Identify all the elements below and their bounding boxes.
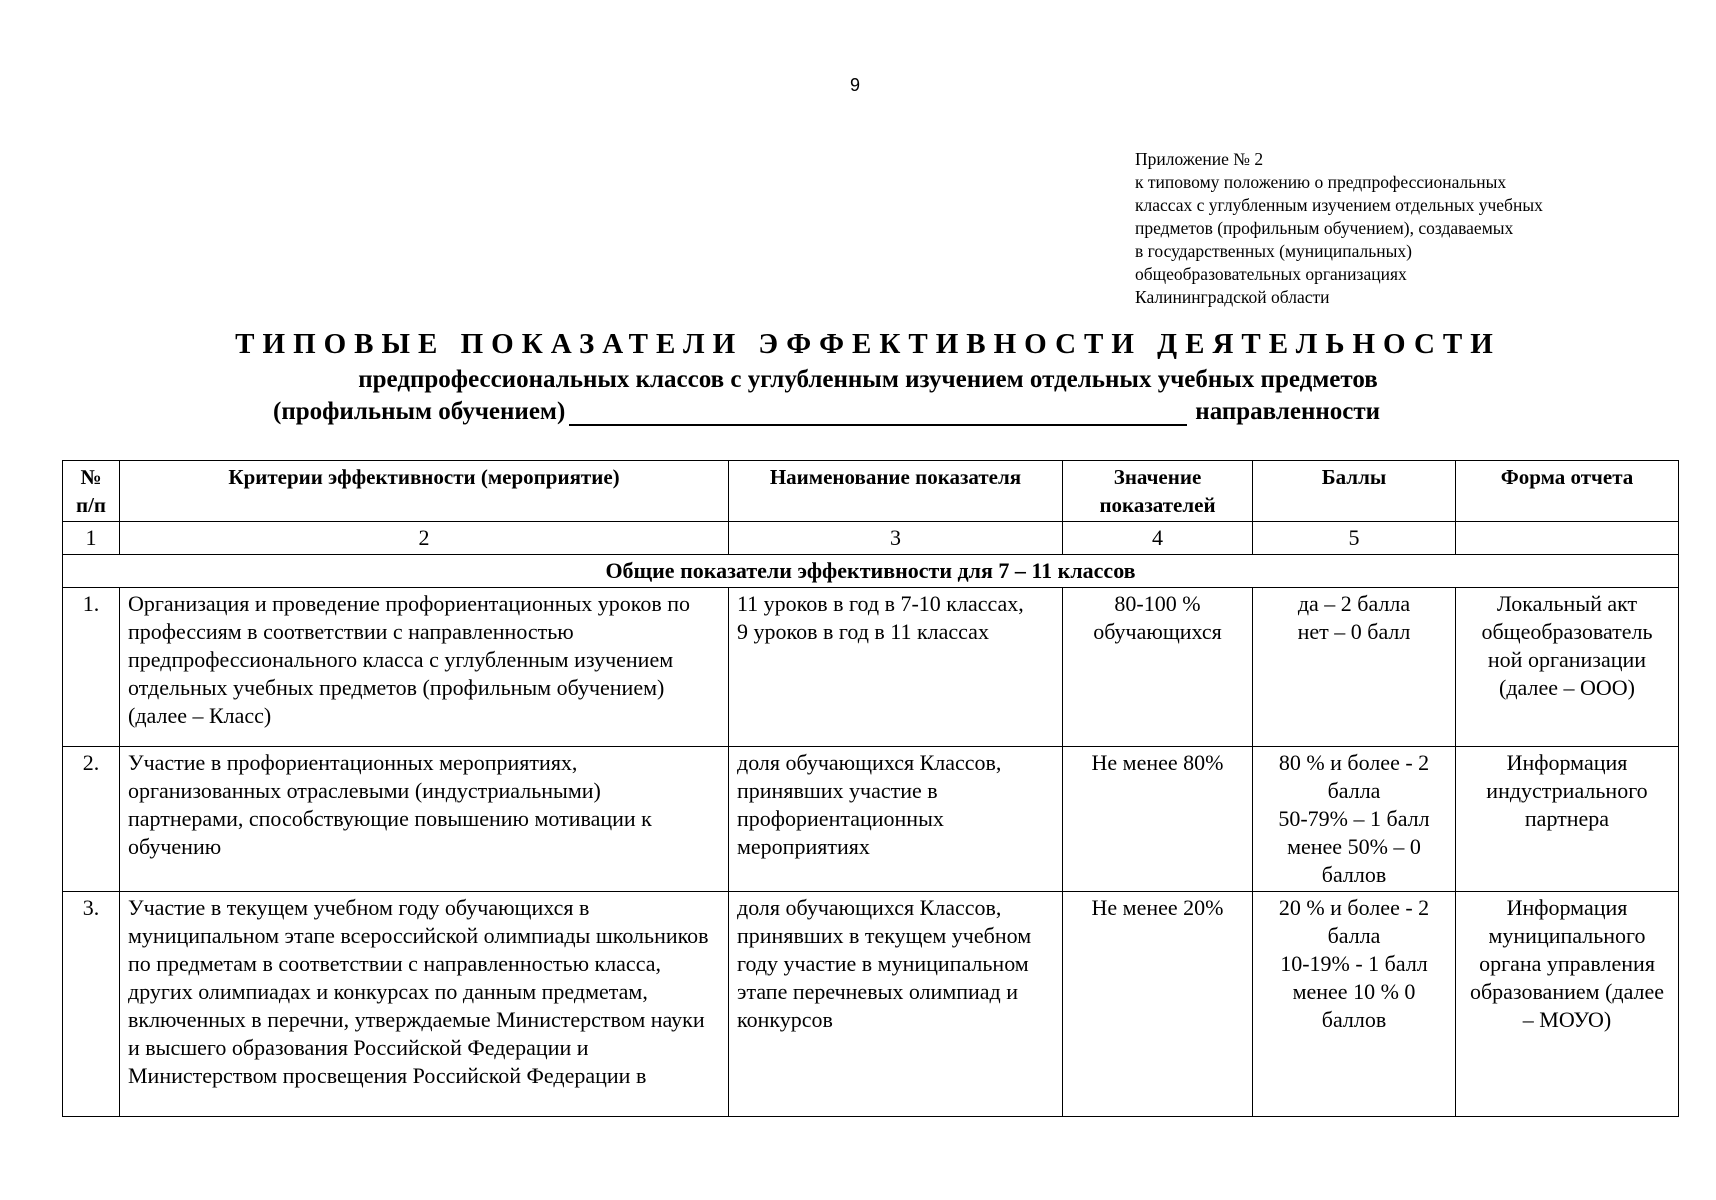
row-indicator <box>729 747 1063 892</box>
row-report: Локальный акт общеобразователь ной организации (далее – ООО) <box>1456 588 1679 747</box>
points-line: 10-19% - 1 балл <box>1280 951 1428 976</box>
row-num: 3. <box>63 892 120 1117</box>
document-subtitle-line1: предпрофессиональных классов с углубленным изучением отдельных учебных предметов <box>358 366 1378 393</box>
indicator-line: доля обучающихся Классов, принявших в текущем учебном году участие в муниципальном этапе перечневых олимпиад и конкурсов <box>737 895 1032 1032</box>
row-points <box>1253 747 1456 892</box>
header-num-line1: № <box>80 465 102 489</box>
points-line: 50-79% – 1 балл <box>1278 806 1430 831</box>
points-line: менее 10 % 0 баллов <box>1292 979 1416 1032</box>
column-number: 2 <box>120 522 729 555</box>
column-number: 1 <box>63 522 120 555</box>
indicators-table <box>62 460 1679 1117</box>
row-value <box>1063 892 1253 1117</box>
indicator-line: доля обучающихся Классов, принявших участие в профориентационных мероприятиях <box>737 750 1002 859</box>
row-report: Информация индустриального партнера <box>1456 747 1679 892</box>
row-points <box>1253 588 1456 747</box>
row-indicator <box>729 588 1063 747</box>
value-line: Не менее 20% <box>1091 895 1224 920</box>
row-criteria: Участие в профориентационных мероприятиях, организованных отраслевыми (индустриальными) партнерами, способствующие повышению мотивации к обучению <box>120 747 729 892</box>
appendix-line: классах с углубленным изучением отдельных учебных <box>1135 195 1543 215</box>
appendix-line: общеобразовательных организациях <box>1135 264 1407 284</box>
subtitle-end: направленности <box>1195 398 1381 425</box>
column-number: 5 <box>1253 522 1456 555</box>
points-line: 80 % и более - 2 балла <box>1278 750 1430 803</box>
points-line: да – 2 балла <box>1297 591 1411 616</box>
indicator-line: 11 уроков в год в 7-10 классах, <box>737 591 1024 616</box>
header-num-line2: п/п <box>75 493 107 517</box>
column-number: 3 <box>729 522 1063 555</box>
value-line: 80-100 % <box>1114 591 1201 616</box>
appendix-line: Приложение № 2 <box>1135 149 1264 169</box>
column-number <box>1456 522 1679 555</box>
header-points: Баллы <box>1253 461 1456 522</box>
table-row <box>63 892 1679 1117</box>
points-line: нет – 0 балл <box>1297 619 1411 644</box>
document-subtitle-line2 <box>273 398 1380 426</box>
appendix-line: в государственных (муниципальных) <box>1135 241 1412 261</box>
section-title: Общие показатели эффективности для 7 – 11 классов <box>63 555 1679 588</box>
header-criteria: Критерии эффективности (мероприятие) <box>120 461 729 522</box>
document-title: ТИПОВЫЕ ПОКАЗАТЕЛИ ЭФФЕКТИВНОСТИ ДЕЯТЕЛЬНОСТИ <box>235 328 1501 360</box>
appendix-line: Калининградской области <box>1135 287 1330 307</box>
header-value-line1: Значение <box>1113 465 1202 489</box>
subtitle-start: (профильным обучением) <box>273 398 566 425</box>
appendix-line: предметов (профильным обучением), создаваемых <box>1135 218 1514 238</box>
points-line: 20 % и более - 2 балла <box>1278 895 1430 948</box>
row-value <box>1063 588 1253 747</box>
indicator-line: 9 уроков в год в 11 классах <box>737 619 989 644</box>
header-value <box>1063 461 1253 522</box>
row-value <box>1063 747 1253 892</box>
column-number: 4 <box>1063 522 1253 555</box>
table-header-row <box>63 461 1679 522</box>
table-row <box>63 588 1679 747</box>
page-number: 9 <box>850 75 861 95</box>
row-indicator <box>729 892 1063 1117</box>
row-points <box>1253 892 1456 1117</box>
column-number-row <box>63 522 1679 555</box>
table-row <box>63 747 1679 892</box>
appendix-note <box>1135 148 1543 309</box>
header-report: Форма отчета <box>1456 461 1679 522</box>
row-num: 1. <box>63 588 120 747</box>
header-value-line2: показателей <box>1099 493 1216 517</box>
value-line: обучающихся <box>1093 619 1222 644</box>
row-criteria: Участие в текущем учебном году обучающихся в муниципальном этапе всероссийской олимпиады школьников по предметам в соответствии с направленностью класса, других олимпиадах и конкурсах по данным предметам, включенных в перечни, утверждаемые Министерством науки и высшего образования Российской Федерации и Министерством просвещения Российской Федерации в <box>120 892 729 1117</box>
points-line: менее 50% – 0 баллов <box>1287 834 1421 887</box>
section-row <box>63 555 1679 588</box>
row-num: 2. <box>63 747 120 892</box>
header-num <box>63 461 120 522</box>
fill-in-blank <box>569 398 1187 426</box>
header-indicator: Наименование показателя <box>729 461 1063 522</box>
row-report: Информация муниципального органа управления образованием (далее – МОУО) <box>1456 892 1679 1117</box>
value-line: Не менее 80% <box>1091 750 1224 775</box>
row-criteria: Организация и проведение профориентационных уроков по профессиям в соответствии с направленностью предпрофессионального класса с углубленным изучением отдельных учебных предметов (профильным обучением) (далее – Класс) <box>120 588 729 747</box>
appendix-line: к типовому положению о предпрофессиональных <box>1135 172 1507 192</box>
